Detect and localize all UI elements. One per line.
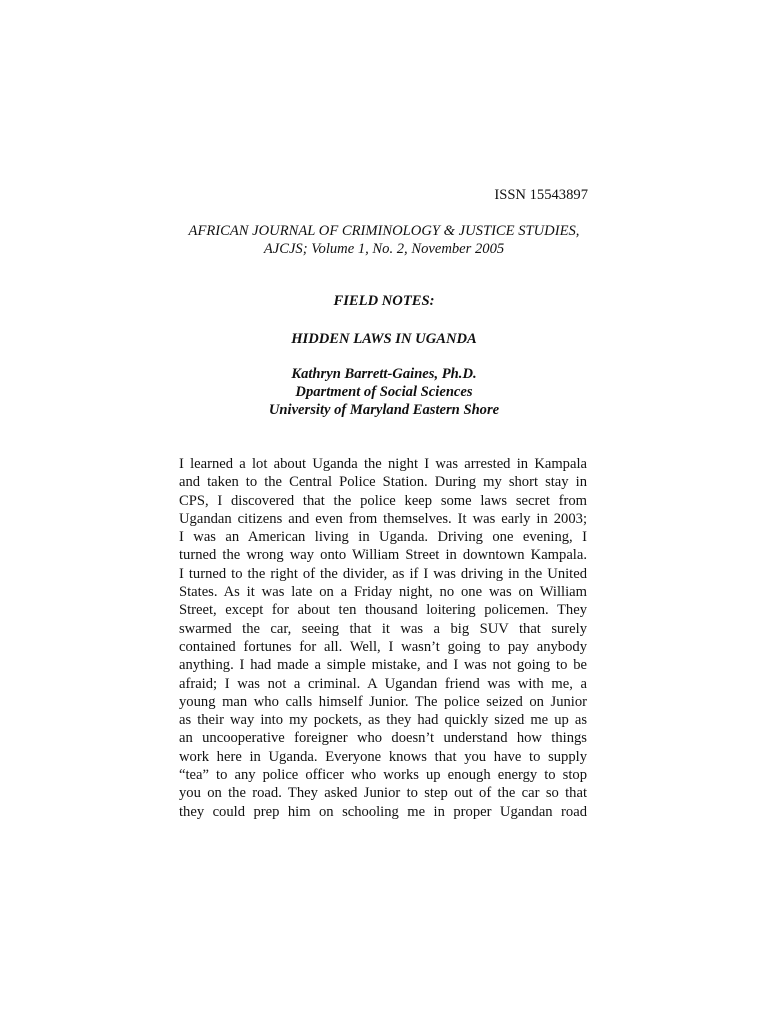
body-line: swarmed the car, seeing that it was a big SUV that surely (179, 620, 587, 637)
author-department: Dpartment of Social Sciences (295, 384, 473, 400)
section-heading: FIELD NOTES: (333, 293, 435, 309)
body-line: as their way into my pockets, as they had quickly sized me up as (179, 712, 587, 729)
body-line: they could prep him on schooling me in proper Ugandan road (179, 803, 587, 820)
body-line: you on the road. They asked Junior to step out of the car so that (179, 785, 587, 802)
journal-volume-issue: AJCJS; Volume 1, No. 2, November 2005 (263, 241, 505, 257)
body-line: afraid; I was not a criminal. A Ugandan friend was with me, a (179, 675, 587, 692)
body-line: turned the wrong way onto William Street in downtown Kampala. (179, 547, 587, 564)
author-name: Kathryn Barrett-Gaines, Ph.D. (291, 366, 477, 382)
body-line: I learned a lot about Uganda the night I was arrested in Kampala (179, 456, 587, 472)
article-title: HIDDEN LAWS IN UGANDA (291, 331, 477, 347)
body-line: Ugandan citizens and even from themselves. It was early in 2003; (179, 510, 587, 527)
body-line: I turned to the right of the divider, as if I was driving in the United (179, 565, 587, 582)
body-line: an uncooperative foreigner who doesn’t understand how things (179, 730, 587, 747)
body-line: and taken to the Central Police Station. During my short stay in (179, 474, 587, 491)
body-line: CPS, I discovered that the police keep some laws secret from (179, 492, 587, 509)
body-line: young man who calls himself Junior. The police seized on Junior (179, 693, 587, 710)
body-line: I was an American living in Uganda. Driving one evening, I (179, 529, 587, 546)
body-line: work here in Uganda. Everyone knows that you have to supply (179, 748, 587, 765)
body-paragraph (179, 455, 587, 821)
body-line: “tea” to any police officer who works up enough energy to stop (179, 767, 587, 784)
issn-number: ISSN 15543897 (494, 187, 588, 203)
body-line: States. As it was late on a Friday night, no one was on William (179, 584, 587, 601)
author-university: University of Maryland Eastern Shore (268, 402, 500, 418)
journal-name: AFRICAN JOURNAL OF CRIMINOLOGY & JUSTICE STUDIES, (188, 223, 580, 239)
body-line: contained fortunes for all. Well, I wasn’t going to pay anybody (179, 638, 587, 655)
body-line: Street, except for about ten thousand loitering policemen. They (179, 602, 587, 619)
body-line: anything. I had made a simple mistake, and I was not going to be (179, 657, 587, 674)
